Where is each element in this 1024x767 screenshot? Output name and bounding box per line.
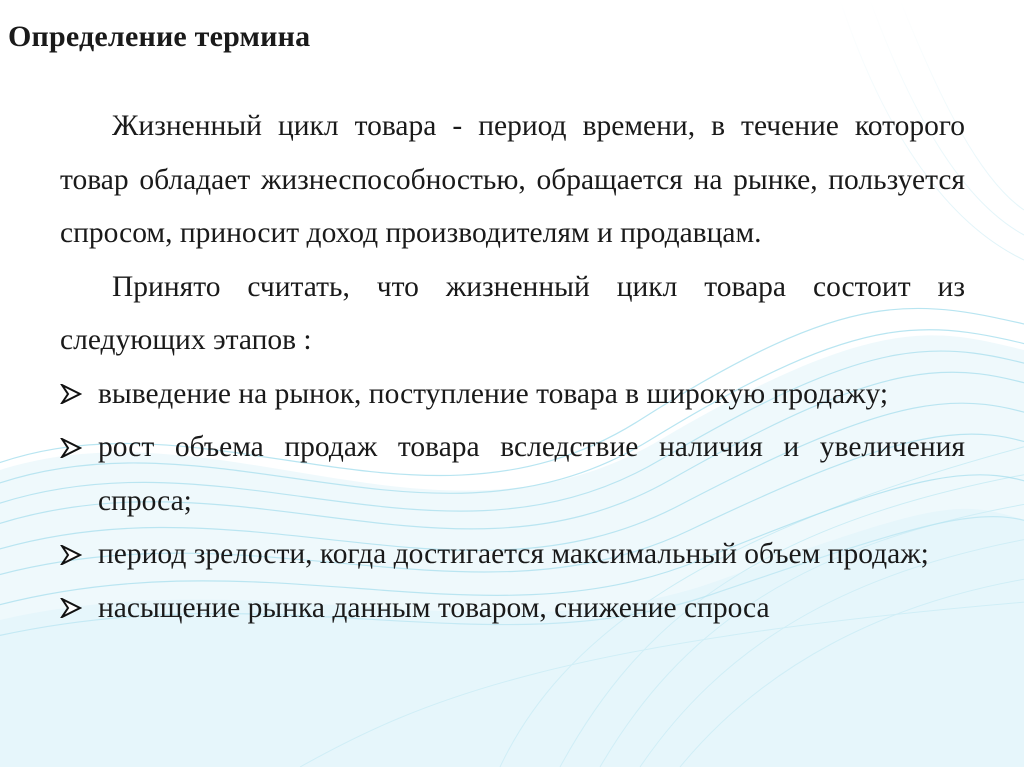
- list-item-text: период зрелости, когда достигается максимальный объем продаж;: [98, 538, 929, 570]
- list-item: [60, 582, 965, 636]
- list-item: [60, 421, 965, 528]
- slide-body: [60, 100, 965, 635]
- arrowhead-bullet-icon: [60, 528, 90, 582]
- list-item-text: рост объема продаж товара вследствие наличия и увеличения спроса;: [98, 431, 965, 517]
- list-item-text: выведение на рынок, поступление товара в широкую продажу;: [98, 377, 889, 410]
- definition-paragraph: Жизненный цикл товара - период времени, в течение которого товар обладает жизнеспособностью, обращается на рынке, пользуется спросом, приносит доход производителям и продавцам.: [60, 110, 965, 249]
- list-item: [60, 528, 965, 582]
- arrowhead-bullet-icon: [60, 582, 90, 636]
- list-item: [60, 368, 965, 422]
- arrowhead-bullet-icon: [60, 368, 90, 422]
- slide-title: Определение термина: [8, 20, 311, 53]
- list-item-text: насыщение рынка данным товаром, снижение спроса: [98, 591, 770, 624]
- stages-list: [60, 368, 965, 636]
- arrowhead-bullet-icon: [60, 421, 90, 475]
- stages-intro-paragraph: Принято считать, что жизненный цикл товара состоит из следующих этапов :: [60, 270, 965, 356]
